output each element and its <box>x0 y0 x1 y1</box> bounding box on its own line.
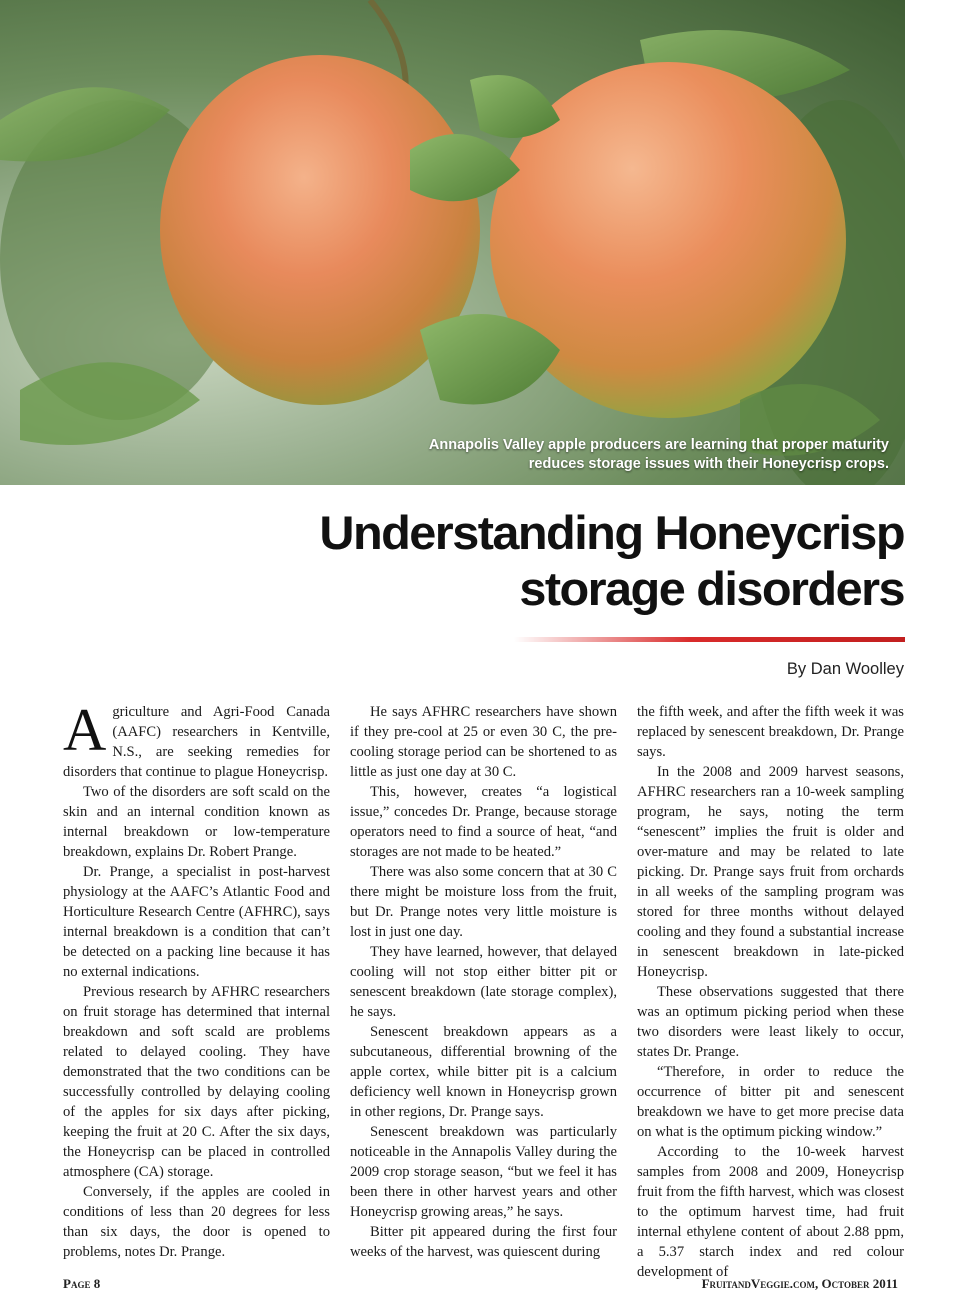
caption-line-2: reduces storage issues with their Honeycrisp crops. <box>528 456 889 472</box>
article-column-1 <box>63 697 330 1262</box>
page-number: Page 8 <box>63 1276 101 1291</box>
article-title <box>179 505 904 617</box>
paragraph: There was also some concern that at 30 C there might be moisture loss from the fruit, but Dr. Prange notes very little moisture is lost in just one day. <box>350 864 617 940</box>
paragraph: Senescent breakdown appears as a subcutaneous, differential browning of the apple cortex, while bitter pit is a calcium deficiency well known in Honeycrisp grown in other regions, Dr. Prange says. <box>350 1024 617 1120</box>
paragraph: According to the 10-week harvest samples from 2008 and 2009, Honeycrisp fruit from the fifth harvest, which was closest to the optimum harvest time, had fruit internal ethylene content of about 2.88 ppm, a 5.37 starch index and red colour development of <box>637 1144 904 1280</box>
title-divider <box>514 637 905 642</box>
paragraph: These observations suggested that there was an optimum picking period when these two disorders were least likely to occur, states Dr. Prange. <box>637 984 904 1060</box>
article-column-2 <box>350 702 617 1262</box>
byline: By Dan Woolley <box>786 660 904 678</box>
apple-illustration <box>0 0 905 485</box>
paragraph: Conversely, if the apples are cooled in conditions of less than 20 degrees for less than six days, the door is opened to problems, notes Dr. Prange. <box>63 1184 330 1260</box>
paragraph: Two of the disorders are soft scald on the skin and an internal condition known as internal breakdown or low-temperature breakdown, explains Dr. Robert Prange. <box>63 784 330 860</box>
paragraph: “Therefore, in order to reduce the occurrence of bitter pit and senescent breakdown we have to get more precise data on what is the optimum picking window.” <box>637 1064 904 1140</box>
title-line-2: storage disorders <box>519 562 904 615</box>
title-line-1: Understanding Honeycrisp <box>319 506 904 559</box>
paragraph: the fifth week, and after the fifth week it was replaced by senescent breakdown, Dr. Prange says. <box>637 704 904 760</box>
caption-line-1: Annapolis Valley apple producers are learning that proper maturity <box>428 437 889 453</box>
paragraph: Bitter pit appeared during the first four weeks of the harvest, was quiescent during <box>350 1224 617 1260</box>
apple-photo <box>0 0 905 485</box>
paragraph: He says AFHRC researchers have shown if they pre-cool at 25 or even 30 C, the pre-cooling storage period can be shortened to as little as just one day at 30 C. <box>350 704 617 780</box>
paragraph: Dr. Prange, a specialist in post-harvest physiology at the AAFC’s Atlantic Food and Horticulture Research Centre (AFHRC), says internal breakdown is a condition that can’t be detected on a packing line because it has no external indications. <box>63 864 330 980</box>
drop-cap: A <box>63 697 107 763</box>
paragraph: In the 2008 and 2009 harvest seasons, AFHRC researchers ran a 10-week sampling program, he says, noting the term “senescent” implies the fruit is older and over-mature and may be related to late picking. Dr. Prange says fruit from orchards in all weeks of the sampling program was stored for three months without delayed cooling and they found a substantial increase in senescent breakdown in late-picked Honeycrisp. <box>637 764 904 980</box>
paragraph: This, however, creates “a logistical issue,” concedes Dr. Prange, because storage operators need to find a source of heat, “and storages are not made to be heated.” <box>350 784 617 860</box>
paragraph: Agriculture and Agri-Food Canada (AAFC) researchers in Kentville, N.S., are seeking remedies for disorders that continue to plague Honeycrisp. <box>63 697 330 780</box>
paragraph: Previous research by AFHRC researchers on fruit storage has determined that internal breakdown and soft scald are problems related to delayed cooling. They have demonstrated that the two conditions can be successfully controlled by delaying cooling of the apples for six days after picking, keeping the fruit at 20 C. After the six days, the Honeycrisp can be placed in controlled atmosphere (CA) storage. <box>63 984 330 1180</box>
publication-info: FruitandVeggie.com, October 2011 <box>701 1276 898 1291</box>
article-column-3 <box>637 702 904 1282</box>
paragraph: They have learned, however, that delayed cooling will not stop either bitter pit or senescent breakdown (late storage complex), he says. <box>350 944 617 1020</box>
paragraph: Senescent breakdown was particularly noticeable in the Annapolis Valley during the 2009 crop storage season, “but we feel it has been there in other harvest years and other Honeycrisp growing areas,” he says. <box>350 1124 617 1220</box>
photo-caption <box>329 436 889 474</box>
